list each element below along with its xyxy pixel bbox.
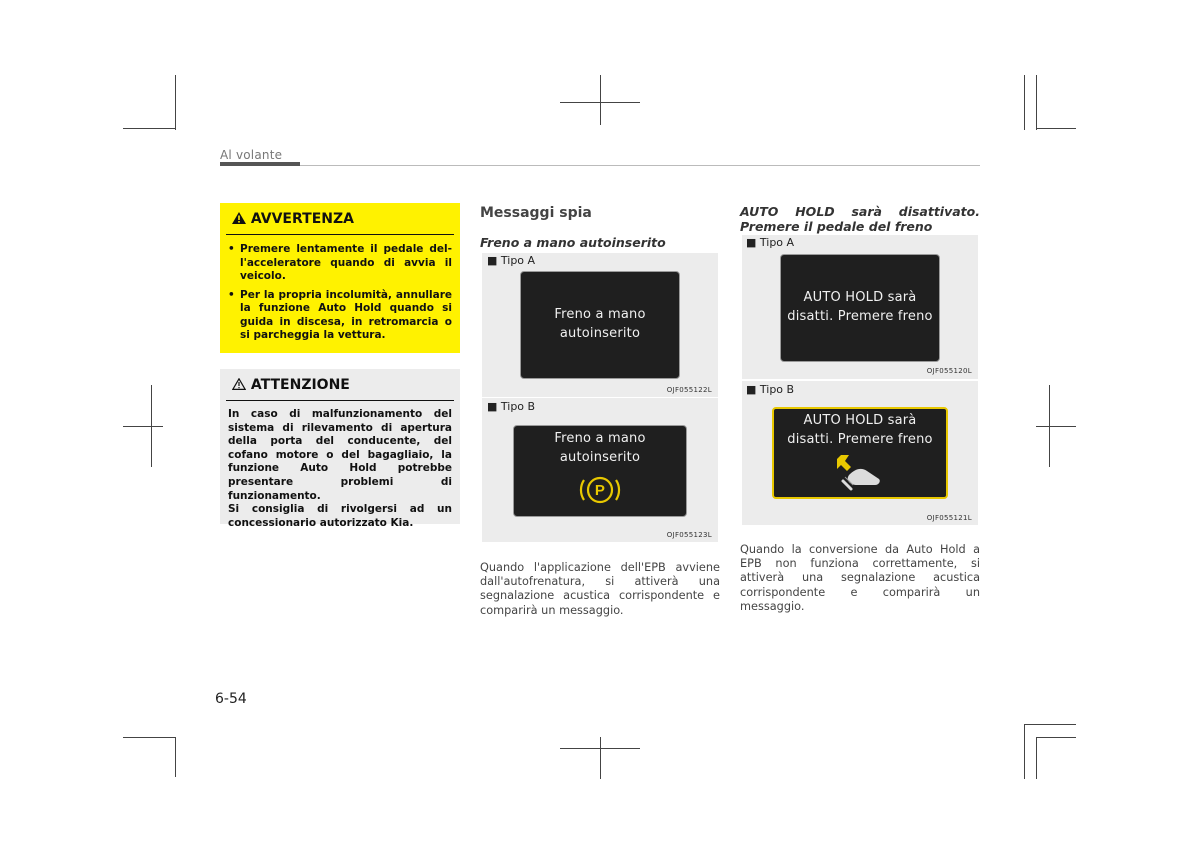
warning-rule xyxy=(226,234,454,235)
figure-code: OJF055123L xyxy=(666,531,712,539)
cluster-display: Freno a mano autoinserito xyxy=(520,271,680,379)
crop-mark xyxy=(1036,737,1076,738)
subsection-title: Freno a mano autoinserito xyxy=(480,235,666,250)
subsection-title: AUTO HOLD sarà disattivato. Premere il pedale del freno xyxy=(740,204,980,234)
crop-mark xyxy=(1036,426,1076,427)
body-paragraph: Quando l'applicazione dell'EPB avviene dall'autofrenatura, si attiverà una segnalazione acustica corrispondente e comparirà un messaggio. xyxy=(480,561,720,617)
caution-box xyxy=(220,369,460,529)
cluster-display: Freno a mano autoinserito P xyxy=(513,425,687,517)
crop-mark xyxy=(1024,724,1076,725)
figure-type-a xyxy=(482,253,718,397)
figure-label: ■ Tipo B xyxy=(487,400,536,413)
figure-type-a xyxy=(742,235,978,379)
figure-code: OJF055121L xyxy=(926,514,972,522)
caution-rule xyxy=(226,400,454,401)
header-bar xyxy=(220,162,300,166)
figure-code: OJF055120L xyxy=(926,367,972,375)
crop-mark xyxy=(1036,128,1076,129)
list-item: • Premere lentamente il pedale del-l'acceleratore quando di avvia il veicolo. xyxy=(228,243,452,282)
figure-label: ■ Tipo B xyxy=(746,383,795,396)
svg-text:P: P xyxy=(594,482,606,499)
figure-type-b xyxy=(742,381,978,525)
list-item: • Per la propria incolumità, annullare la funzione Auto Hold quando si guida in discesa, in retromarcia o si parcheggia la vettura. xyxy=(228,288,452,341)
foot-on-pedal-icon xyxy=(835,451,885,493)
warning-list xyxy=(226,243,452,348)
warning-box xyxy=(220,203,460,353)
figure-code: OJF055122L xyxy=(666,386,712,394)
crop-mark xyxy=(175,737,176,777)
crop-mark xyxy=(123,737,175,738)
crop-mark xyxy=(1024,75,1025,130)
crop-mark xyxy=(123,426,163,427)
crop-mark xyxy=(600,75,601,125)
figure-label: ■ Tipo A xyxy=(487,254,536,267)
header-rule xyxy=(300,165,980,166)
parking-brake-icon xyxy=(579,473,621,507)
crop-mark xyxy=(600,737,601,779)
crop-mark xyxy=(1036,737,1037,779)
cluster-display: AUTO HOLD sarà disatti. Premere freno xyxy=(780,254,940,362)
body-paragraph: Quando la conversione da Auto Hold a EPB non funziona correttamente, si attiverà una segnalazione acustica corrispondente e comparirà un messaggio. xyxy=(740,543,980,613)
crop-mark xyxy=(560,102,640,103)
crop-mark xyxy=(1024,724,1025,779)
cluster-display: AUTO HOLD sarà disatti. Premere freno xyxy=(772,407,948,499)
caution-body: In caso di malfunzionamento del sistema di rilevamento di apertura della porta del conducente, del cofano motore o del bagagliaio, la funzione Auto Hold potrebbe presentare problemi di funzionamento. Si consiglia di rivolgersi ad un concessionario autorizzato Kia. xyxy=(228,408,452,529)
section-title: Messaggi spia xyxy=(480,205,592,221)
crop-mark xyxy=(1036,75,1037,130)
caution-title xyxy=(232,377,350,393)
figure-type-b xyxy=(482,398,718,542)
crop-mark xyxy=(175,75,176,130)
page-number: 6-54 xyxy=(215,691,247,707)
figure-label: ■ Tipo A xyxy=(746,236,795,249)
caution-triangle-icon xyxy=(232,378,246,390)
crop-mark xyxy=(560,748,640,749)
warning-triangle-icon xyxy=(232,212,246,224)
warning-title xyxy=(232,211,354,227)
crop-mark xyxy=(123,128,175,129)
caution-title-text: ATTENZIONE xyxy=(250,377,350,393)
warning-title-text: AVVERTENZA xyxy=(250,211,354,227)
section-header: Al volante xyxy=(220,148,283,162)
